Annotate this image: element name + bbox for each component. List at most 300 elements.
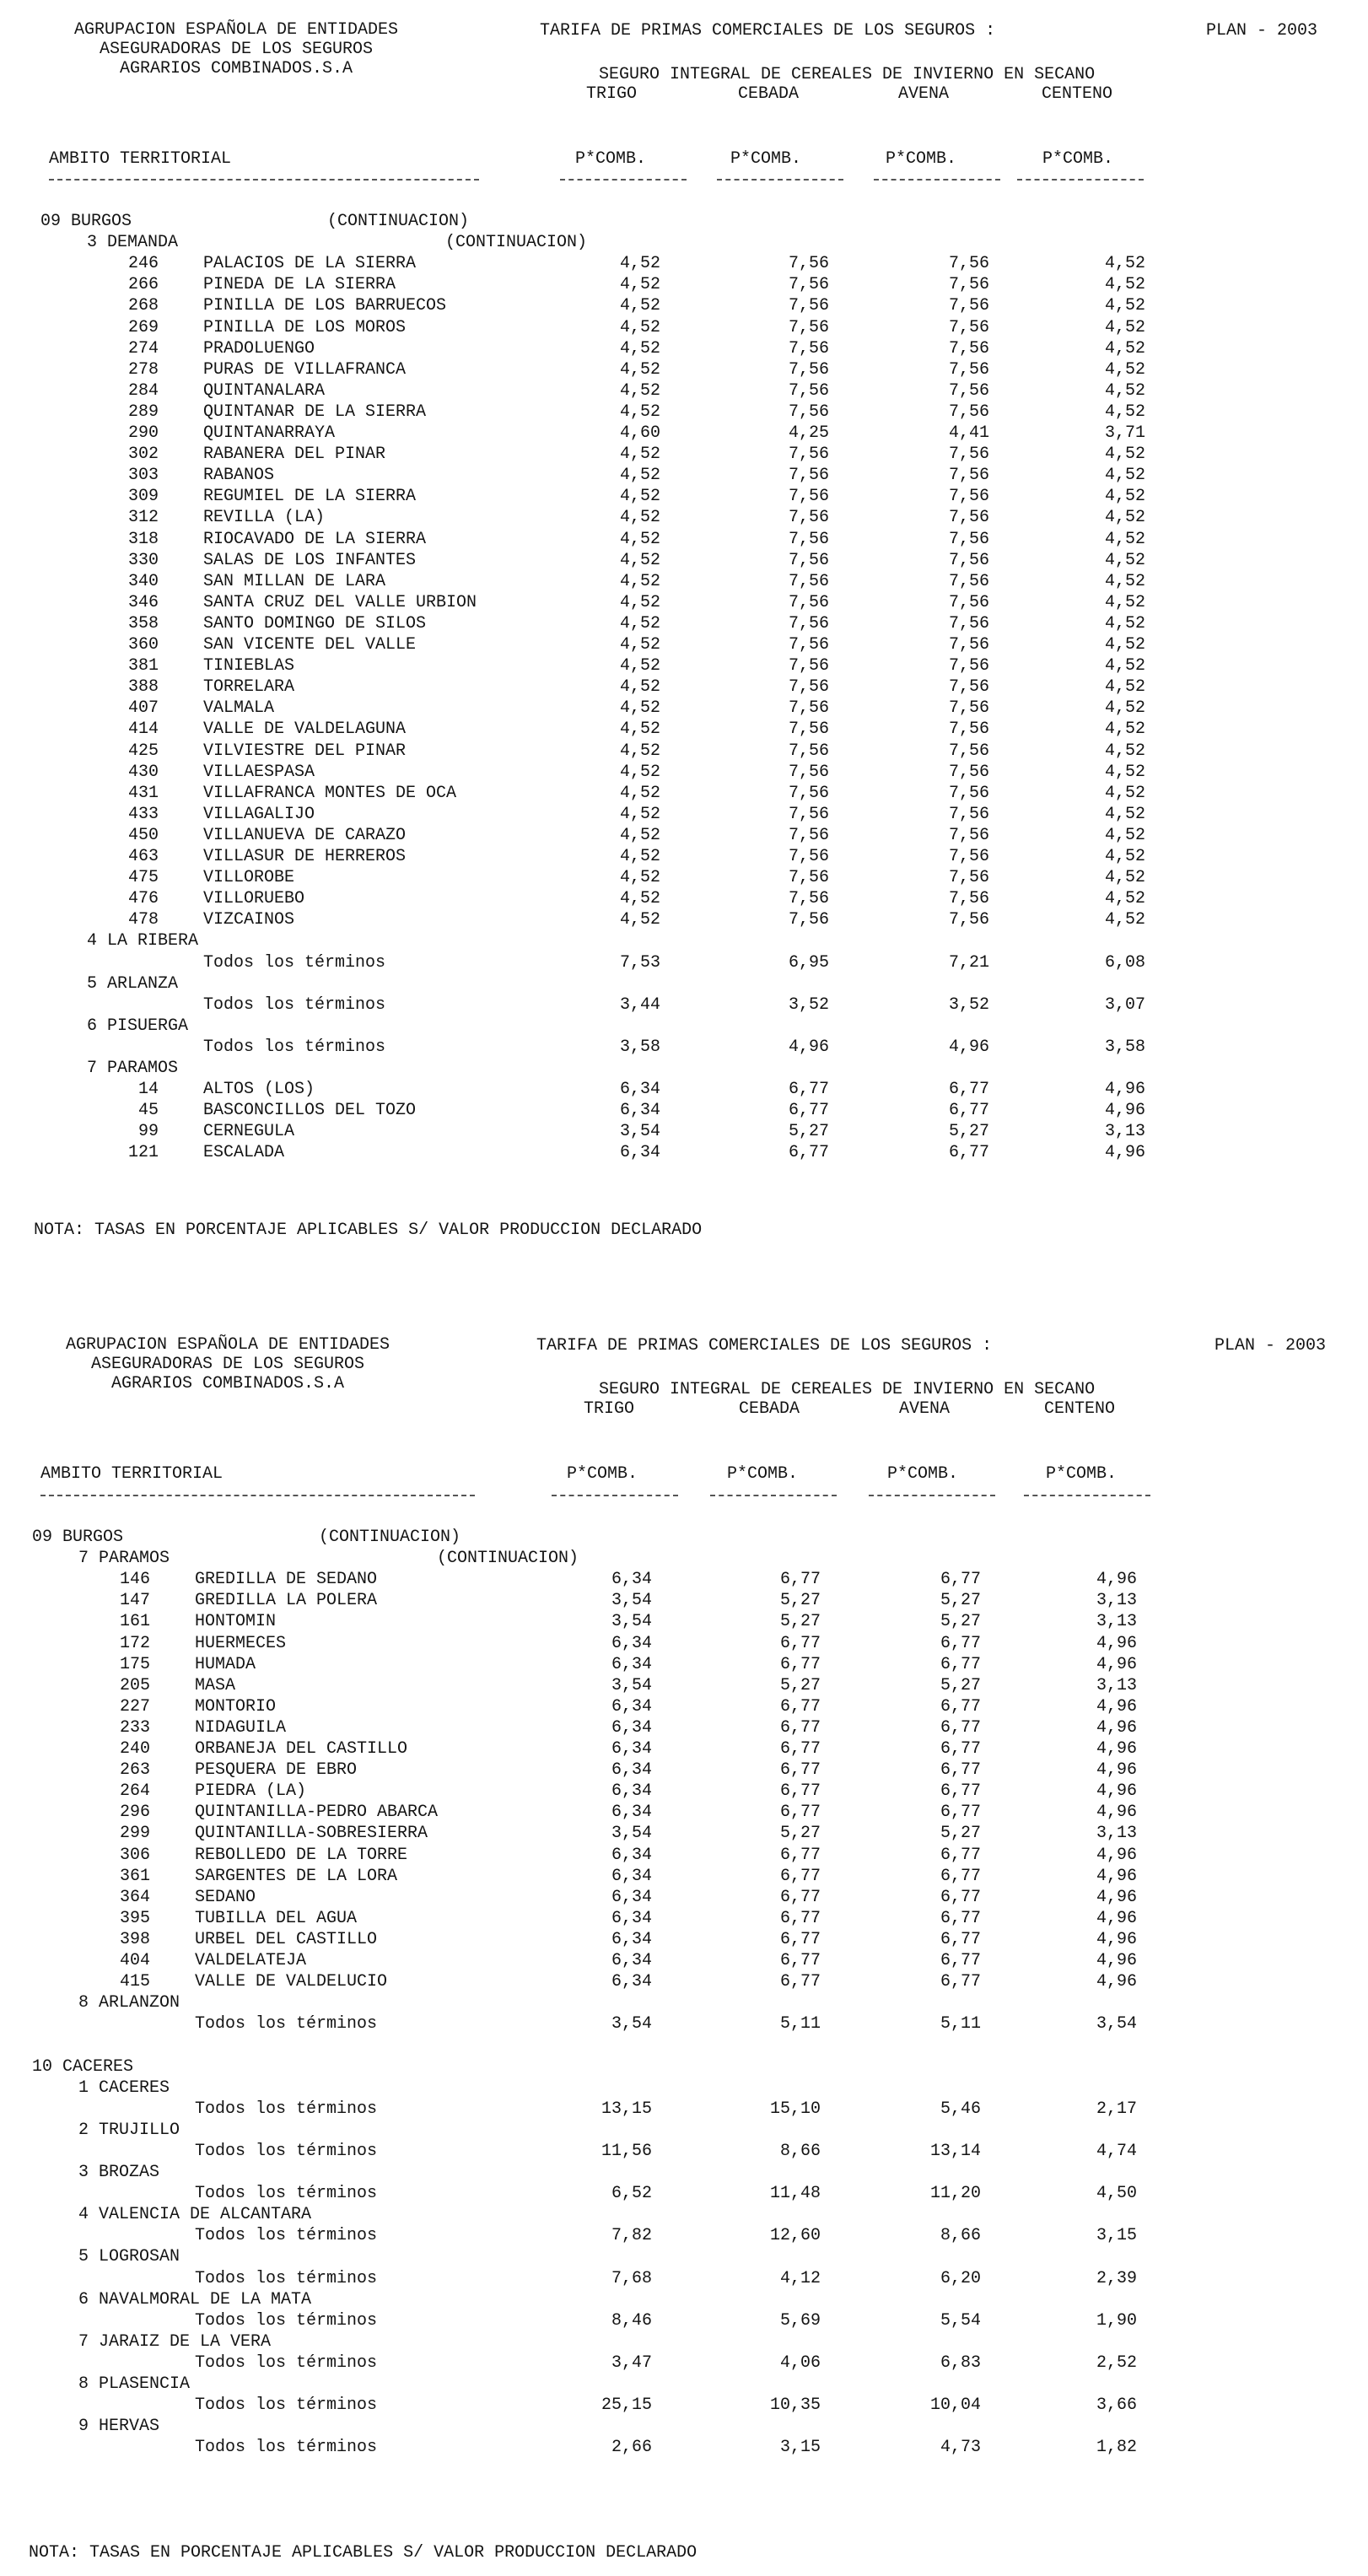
municipio-name: HONTOMIN [195, 1612, 277, 1632]
municipio-name: HUERMECES [195, 1633, 287, 1653]
rate-value: 3,54 [611, 1612, 652, 1632]
municipio-name: VILLAGALIJO [203, 804, 315, 824]
municipio-name: QUINTANAR DE LA SIERRA [203, 401, 427, 422]
rate-value: 4,52 [1104, 677, 1145, 698]
comarca-heading: 7 PARAMOS [78, 1549, 170, 1569]
rate-value: 4,96 [1096, 1908, 1137, 1928]
rate-value: 7,56 [788, 380, 829, 401]
rate-value: 6,34 [619, 1080, 660, 1100]
rate-value: 4,52 [619, 889, 660, 909]
rate-value: 4,52 [1104, 741, 1145, 761]
municipio-code: 415 [119, 1972, 150, 1992]
rate-value: 4,52 [1104, 275, 1145, 295]
rate-value: 7,56 [948, 677, 989, 698]
municipio-name: PESQUERA DE EBRO [195, 1760, 358, 1781]
municipio-code: 233 [119, 1717, 150, 1738]
comarca-heading: 5 LOGROSAN [78, 2247, 180, 2267]
rate-value: 4,96 [1096, 1760, 1137, 1781]
comarca-heading: 5 ARLANZA [87, 973, 179, 994]
rate-value: 7,56 [788, 635, 829, 655]
rate-value: 6,77 [788, 1101, 829, 1121]
municipio-name: ORBANEJA DEL CASTILLO [195, 1739, 408, 1759]
header-rule [49, 179, 479, 181]
rate-value: 2,39 [1096, 2268, 1137, 2288]
crop-trigo: TRIGO [586, 84, 638, 104]
rate-value: 4,96 [788, 1037, 829, 1057]
rate-value: 7,56 [788, 613, 829, 633]
rate-value: 3,54 [611, 1824, 652, 1844]
municipio-code: 290 [127, 423, 159, 443]
municipio-code: 398 [119, 1929, 150, 1949]
rate-value: 5,27 [940, 1675, 981, 1695]
rate-value: 4,96 [948, 1037, 989, 1057]
rate-value: 6,77 [940, 1866, 981, 1886]
rate-value: 6,77 [779, 1887, 821, 1907]
rate-value: 4,96 [1096, 1654, 1137, 1674]
municipio-name: VALLE DE VALDELAGUNA [203, 719, 407, 740]
rate-value: 3,44 [619, 994, 660, 1015]
rate-value: 4,96 [1096, 1803, 1137, 1823]
rate-value: 6,95 [788, 952, 829, 973]
rate-value: 4,52 [619, 401, 660, 422]
rate-value: 6,77 [940, 1633, 981, 1653]
rate-value: 6,34 [611, 1887, 652, 1907]
rate-value: 4,96 [1104, 1080, 1145, 1100]
rate-value: 5,46 [940, 2099, 981, 2119]
rate-value: 6,34 [611, 1972, 652, 1992]
rate-value: 3,15 [779, 2438, 821, 2458]
org-line: AGRARIOS COMBINADOS.S.A [110, 1374, 345, 1393]
rate-value: 3,13 [1096, 1675, 1137, 1695]
nota: NOTA: TASAS EN PORCENTAJE APLICABLES S/ VALOR PRODUCCION DECLARADO [29, 2543, 697, 2563]
rate-value: 7,56 [788, 656, 829, 676]
rate-value: 4,96 [1104, 1101, 1145, 1121]
municipio-code: 99 [137, 1122, 159, 1142]
comarca-heading: 1 CACERES [78, 2078, 170, 2098]
rate-value: 7,56 [788, 359, 829, 380]
rate-value: 6,77 [940, 1760, 981, 1781]
rate-value: 4,96 [1096, 1866, 1137, 1886]
todos-terminos-label: Todos los términos [195, 2141, 378, 2161]
rate-value: 6,34 [611, 1654, 652, 1674]
rate-value: 4,96 [1096, 1717, 1137, 1738]
rate-value: 7,56 [948, 401, 989, 422]
rate-value: 5,27 [940, 1591, 981, 1611]
todos-terminos-label: Todos los términos [195, 2226, 378, 2246]
rate-value: 4,96 [1096, 1696, 1137, 1716]
rate-value: 4,52 [619, 868, 660, 888]
rate-value: 15,10 [769, 2099, 821, 2119]
rate-value: 6,34 [611, 1803, 652, 1823]
comarca-heading: 4 VALENCIA DE ALCANTARA [78, 2205, 312, 2225]
rate-value: 2,66 [611, 2438, 652, 2458]
rate-value: 7,56 [948, 889, 989, 909]
municipio-code: 361 [119, 1866, 150, 1886]
rate-value: 7,56 [788, 592, 829, 612]
rate-value: 4,52 [619, 466, 660, 486]
rate-value: 3,54 [611, 1591, 652, 1611]
rate-value: 7,56 [788, 889, 829, 909]
rate-value: 4,52 [619, 656, 660, 676]
rate-value: 7,82 [611, 2226, 652, 2246]
rate-value: 6,77 [940, 1570, 981, 1590]
pcomb-label: P*COMB. [575, 149, 647, 169]
rate-value: 6,34 [611, 1845, 652, 1865]
rate-value: 7,56 [948, 698, 989, 719]
rate-value: 4,52 [619, 804, 660, 824]
municipio-code: 318 [127, 529, 159, 549]
rate-value: 5,27 [779, 1612, 821, 1632]
rate-value: 7,56 [948, 550, 989, 570]
municipio-code: 330 [127, 550, 159, 570]
rate-value: 4,52 [619, 741, 660, 761]
comarca-heading: 7 JARAIZ DE LA VERA [78, 2331, 272, 2352]
rate-value: 7,56 [788, 868, 829, 888]
rate-value: 5,27 [948, 1122, 989, 1142]
rate-value: 5,54 [940, 2310, 981, 2331]
rate-value: 6,34 [611, 1717, 652, 1738]
municipio-name: QUINTANILLA-SOBRESIERRA [195, 1824, 428, 1844]
municipio-name: TORRELARA [203, 677, 295, 698]
municipio-name: VIZCAINOS [203, 910, 295, 930]
municipio-name: CERNEGULA [203, 1122, 295, 1142]
rate-value: 3,52 [788, 994, 829, 1015]
rate-value: 6,77 [779, 1570, 821, 1590]
rate-value: 6,34 [611, 1908, 652, 1928]
municipio-name: RIOCAVADO DE LA SIERRA [203, 529, 427, 549]
header-rule [552, 1495, 678, 1496]
municipio-name: PINEDA DE LA SIERRA [203, 275, 396, 295]
rate-value: 4,96 [1096, 1781, 1137, 1802]
crop-cebada: CEBADA [738, 84, 800, 104]
municipio-code: 312 [127, 508, 159, 528]
province-heading: 10 CACERES [32, 2056, 134, 2077]
municipio-name: SEDANO [195, 1887, 256, 1907]
rate-value: 3,52 [948, 994, 989, 1015]
rate-value: 4,52 [1104, 445, 1145, 465]
rate-value: 4,96 [1096, 1972, 1137, 1992]
rate-value: 6,77 [940, 1908, 981, 1928]
rate-value: 6,77 [940, 1929, 981, 1949]
crop-trigo: TRIGO [584, 1399, 635, 1419]
rate-value: 4,60 [619, 423, 660, 443]
rate-value: 6,77 [779, 1929, 821, 1949]
rate-value: 4,52 [1104, 656, 1145, 676]
rate-value: 7,56 [788, 275, 829, 295]
rate-value: 2,52 [1096, 2352, 1137, 2373]
rate-value: 4,52 [619, 698, 660, 719]
municipio-code: 478 [127, 910, 159, 930]
rate-value: 7,53 [619, 952, 660, 973]
pcomb-label: P*COMB. [730, 149, 802, 169]
rate-value: 6,77 [940, 1972, 981, 1992]
rate-value: 5,27 [788, 1122, 829, 1142]
rate-value: 1,90 [1096, 2310, 1137, 2331]
plan-label: PLAN - 2003 [1206, 21, 1318, 40]
rate-value: 6,77 [779, 1717, 821, 1738]
rate-value: 7,56 [788, 317, 829, 337]
rate-value: 12,60 [769, 2226, 821, 2246]
rate-value: 3,13 [1096, 1824, 1137, 1844]
rate-value: 4,52 [619, 487, 660, 507]
rate-value: 4,52 [1104, 592, 1145, 612]
rate-value: 3,13 [1096, 1591, 1137, 1611]
rate-value: 3,54 [611, 2014, 652, 2034]
rate-value: 4,52 [619, 847, 660, 866]
rate-value: 6,77 [940, 1717, 981, 1738]
municipio-name: PURAS DE VILLAFRANCA [203, 359, 407, 380]
municipio-code: 147 [119, 1591, 150, 1611]
header-rule [717, 179, 843, 181]
rate-value: 4,96 [1096, 1633, 1137, 1653]
rate-value: 6,34 [619, 1101, 660, 1121]
rate-value: 4,52 [619, 783, 660, 803]
rate-value: 7,56 [948, 592, 989, 612]
rate-value: 4,52 [1104, 487, 1145, 507]
pcomb-label: P*COMB. [1042, 149, 1114, 169]
crop-centeno: CENTENO [1042, 84, 1113, 104]
rate-value: 4,52 [1104, 254, 1145, 274]
municipio-code: 302 [127, 445, 159, 465]
municipio-code: 414 [127, 719, 159, 740]
rate-value: 4,52 [1104, 529, 1145, 549]
municipio-code: 268 [127, 296, 159, 316]
rate-value: 5,11 [940, 2014, 981, 2034]
municipio-name: ESCALADA [203, 1143, 285, 1163]
municipio-name: PINILLA DE LOS BARRUECOS [203, 296, 447, 316]
org-line: AGRUPACION ESPAÑOLA DE ENTIDADES [65, 1335, 390, 1355]
org-line: AGRARIOS COMBINADOS.S.A [119, 59, 353, 78]
rate-value: 7,56 [788, 254, 829, 274]
continuacion-label: (CONTINUACION) [319, 1528, 461, 1547]
todos-terminos-label: Todos los términos [195, 2438, 378, 2458]
municipio-code: 425 [127, 741, 159, 761]
comarca-heading: 6 PISUERGA [87, 1016, 189, 1036]
rate-value: 5,27 [940, 1612, 981, 1632]
rate-value: 4,52 [1104, 613, 1145, 633]
rate-value: 4,52 [1104, 359, 1145, 380]
rate-value: 7,56 [948, 508, 989, 528]
rate-value: 4,96 [1096, 1845, 1137, 1865]
rate-value: 4,52 [619, 613, 660, 633]
municipio-name: REVILLA (LA) [203, 508, 326, 528]
rate-value: 6,77 [948, 1143, 989, 1163]
pcomb-label: P*COMB. [1046, 1464, 1118, 1484]
rate-value: 7,56 [948, 254, 989, 274]
rate-value: 6,77 [940, 1696, 981, 1716]
rate-value: 4,41 [948, 423, 989, 443]
rate-value: 3,13 [1096, 1612, 1137, 1632]
municipio-code: 358 [127, 613, 159, 633]
rate-value: 4,52 [1104, 762, 1145, 782]
municipio-code: 463 [127, 847, 159, 866]
municipio-code: 346 [127, 592, 159, 612]
municipio-name: PIEDRA (LA) [195, 1781, 307, 1802]
municipio-code: 289 [127, 401, 159, 422]
municipio-name: VILLOROBE [203, 868, 295, 888]
rate-value: 6,77 [940, 1781, 981, 1802]
rate-value: 13,14 [929, 2141, 981, 2161]
municipio-code: 266 [127, 275, 159, 295]
rate-value: 4,52 [1104, 571, 1145, 591]
rate-value: 4,52 [619, 359, 660, 380]
rate-value: 8,66 [779, 2141, 821, 2161]
rate-value: 7,56 [788, 762, 829, 782]
municipio-name: URBEL DEL CASTILLO [195, 1929, 378, 1949]
rate-value: 13,15 [601, 2099, 652, 2119]
rate-value: 4,52 [619, 592, 660, 612]
rate-value: 7,56 [948, 910, 989, 930]
municipio-code: 274 [127, 338, 159, 358]
rate-value: 7,56 [788, 783, 829, 803]
municipio-name: MASA [195, 1675, 236, 1695]
comarca-heading: 9 HERVAS [78, 2417, 160, 2437]
continuacion-label: (CONTINUACION) [327, 212, 470, 231]
rate-value: 6,77 [940, 1654, 981, 1674]
rate-value: 4,52 [619, 719, 660, 740]
municipio-name: SARGENTES DE LA LORA [195, 1866, 398, 1886]
org-line: ASEGURADORAS DE LOS SEGUROS [99, 40, 374, 59]
rate-value: 4,52 [1104, 719, 1145, 740]
rate-value: 4,52 [619, 677, 660, 698]
crop-avena: AVENA [898, 84, 950, 104]
municipio-code: 45 [137, 1101, 159, 1121]
municipio-code: 476 [127, 889, 159, 909]
rate-value: 6,34 [611, 1739, 652, 1759]
rate-value: 7,56 [788, 338, 829, 358]
seguro-title: SEGURO INTEGRAL DE CEREALES DE INVIERNO EN SECANO [599, 65, 1096, 84]
municipio-name: ALTOS (LOS) [203, 1080, 315, 1100]
rate-value: 6,77 [948, 1101, 989, 1121]
municipio-code: 264 [119, 1781, 150, 1802]
rate-value: 6,77 [779, 1781, 821, 1802]
rate-value: 5,69 [779, 2310, 821, 2331]
rate-value: 4,52 [619, 445, 660, 465]
rate-value: 4,74 [1096, 2141, 1137, 2161]
rate-value: 4,52 [1104, 296, 1145, 316]
tariff-page-2 [0, 1299, 1368, 2576]
todos-terminos-label: Todos los términos [195, 2184, 378, 2204]
tariff-page-1 [0, 0, 1368, 1265]
municipio-code: 306 [119, 1845, 150, 1865]
rate-value: 11,48 [769, 2184, 821, 2204]
org-header [17, 20, 455, 78]
rate-value: 7,56 [948, 847, 989, 866]
todos-terminos-label: Todos los términos [195, 2395, 378, 2416]
comarca-heading: 8 PLASENCIA [78, 2374, 191, 2394]
municipio-name: MONTORIO [195, 1696, 277, 1716]
todos-terminos-label: Todos los términos [203, 1037, 386, 1057]
rate-value: 4,52 [1104, 889, 1145, 909]
rate-value: 5,27 [779, 1675, 821, 1695]
municipio-code: 146 [119, 1570, 150, 1590]
header-rule [1017, 179, 1144, 181]
rate-value: 4,52 [1104, 847, 1145, 866]
rate-value: 7,56 [788, 741, 829, 761]
rate-value: 7,56 [948, 613, 989, 633]
rate-value: 3,71 [1104, 423, 1145, 443]
rate-value: 6,77 [779, 1866, 821, 1886]
municipio-code: 240 [119, 1739, 150, 1759]
rate-value: 7,68 [611, 2268, 652, 2288]
rate-value: 7,56 [948, 380, 989, 401]
municipio-name: RABANERA DEL PINAR [203, 445, 386, 465]
comarca-heading: 6 NAVALMORAL DE LA MATA [78, 2289, 312, 2309]
municipio-code: 172 [119, 1633, 150, 1653]
municipio-name: QUINTANARRAYA [203, 423, 336, 443]
municipio-code: 475 [127, 868, 159, 888]
rate-value: 4,52 [619, 571, 660, 591]
rate-value: 6,77 [940, 1739, 981, 1759]
seguro-title: SEGURO INTEGRAL DE CEREALES DE INVIERNO EN SECANO [599, 1380, 1096, 1399]
municipio-name: GREDILLA LA POLERA [195, 1591, 378, 1611]
municipio-code: 433 [127, 804, 159, 824]
rate-value: 25,15 [601, 2395, 652, 2416]
municipio-name: VILLAFRANCA MONTES DE OCA [203, 783, 457, 803]
header-rule [1024, 1495, 1150, 1496]
municipio-name: VILLAESPASA [203, 762, 315, 782]
rate-value: 4,52 [619, 508, 660, 528]
municipio-code: 395 [119, 1908, 150, 1928]
todos-terminos-label: Todos los términos [195, 2310, 378, 2331]
rate-value: 4,12 [779, 2268, 821, 2288]
comarca-heading: 7 PARAMOS [87, 1059, 179, 1078]
municipio-name: SANTO DOMINGO DE SILOS [203, 613, 427, 633]
pcomb-label: P*COMB. [567, 1464, 638, 1484]
rate-value: 6,08 [1104, 952, 1145, 973]
todos-terminos-label: Todos los términos [195, 2099, 378, 2119]
municipio-name: SAN VICENTE DEL VALLE [203, 635, 417, 655]
municipio-code: 360 [127, 635, 159, 655]
rate-value: 6,34 [611, 1866, 652, 1886]
municipio-code: 430 [127, 762, 159, 782]
rate-value: 7,56 [948, 445, 989, 465]
rate-value: 7,56 [788, 550, 829, 570]
crop-centeno: CENTENO [1044, 1399, 1116, 1419]
rate-value: 6,52 [611, 2184, 652, 2204]
rate-value: 4,96 [1096, 1951, 1137, 1970]
rate-value: 7,56 [788, 466, 829, 486]
rate-value: 7,56 [788, 910, 829, 930]
rate-value: 7,56 [948, 487, 989, 507]
rate-value: 6,34 [611, 1781, 652, 1802]
rate-value: 3,15 [1096, 2226, 1137, 2246]
municipio-code: 246 [127, 254, 159, 274]
rate-value: 7,56 [788, 445, 829, 465]
municipio-code: 303 [127, 466, 159, 486]
rate-value: 6,77 [779, 1908, 821, 1928]
rate-value: 2,17 [1096, 2099, 1137, 2119]
municipio-name: VILLANUEVA DE CARAZO [203, 825, 407, 845]
rate-value: 4,52 [619, 296, 660, 316]
rate-value: 7,56 [948, 804, 989, 824]
rate-value: 4,52 [1104, 635, 1145, 655]
rate-value: 7,56 [948, 719, 989, 740]
rate-value: 4,52 [1104, 698, 1145, 719]
todos-terminos-label: Todos los términos [203, 952, 386, 973]
municipio-name: RABANOS [203, 466, 275, 486]
rate-value: 4,52 [619, 550, 660, 570]
rate-value: 6,34 [611, 1929, 652, 1949]
rate-value: 6,77 [788, 1143, 829, 1163]
rate-value: 7,56 [948, 359, 989, 380]
rate-value: 4,06 [779, 2352, 821, 2373]
rate-value: 11,20 [929, 2184, 981, 2204]
province-heading: 09 BURGOS [40, 212, 132, 231]
crop-avena: AVENA [899, 1399, 951, 1419]
rate-value: 6,77 [779, 1739, 821, 1759]
municipio-name: REGUMIEL DE LA SIERRA [203, 487, 417, 507]
